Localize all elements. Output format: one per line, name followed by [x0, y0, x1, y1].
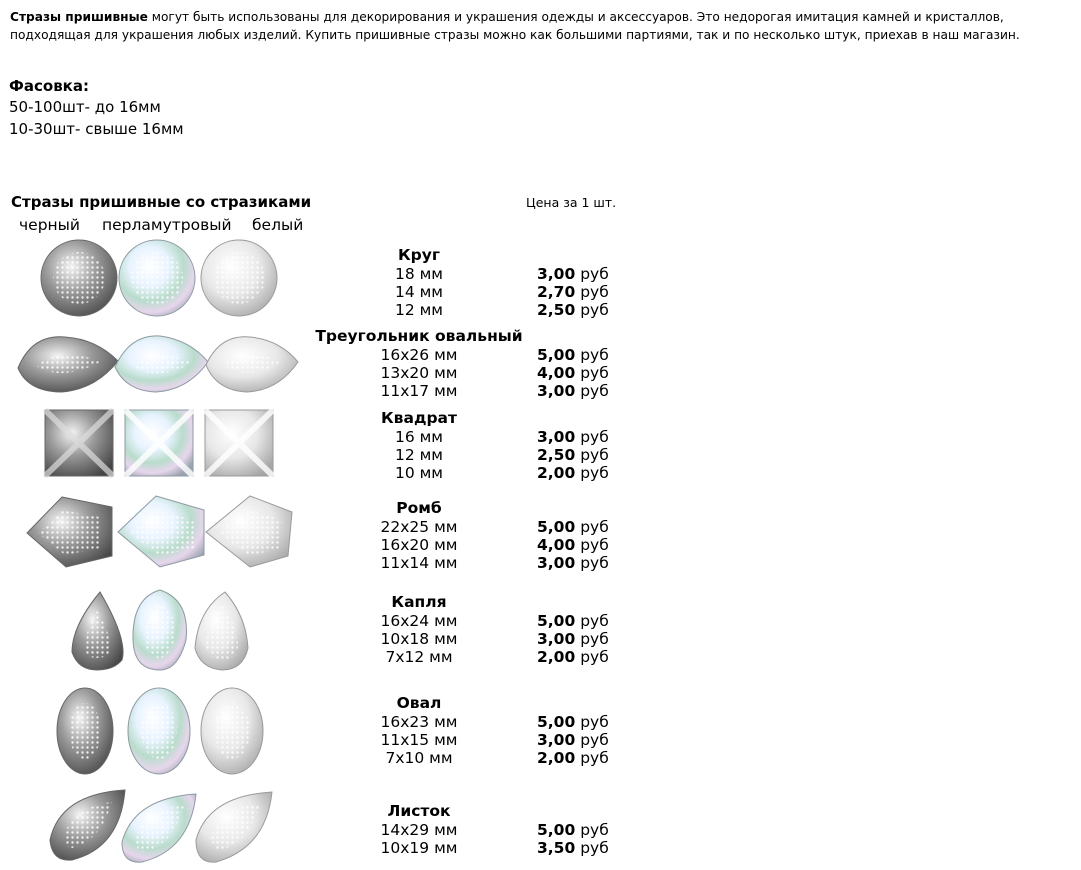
intro-text: могут быть использованы для декорирования и украшения одежды и аксессуаров. Это недорогая имитация камней и кристаллов, подходящая для украшения любых изделий. Купить пришивные стразы можно как большими партиями, так и по несколько штук, приехав в наш магазин.	[10, 10, 1020, 42]
stone-circle-black	[41, 240, 117, 316]
stone-oval-pearl	[128, 688, 190, 774]
stone-square-black	[45, 410, 113, 476]
size-label: 14 мм	[394, 283, 444, 301]
price-header: Цена за 1 шт.	[526, 195, 617, 210]
price-value: 5,00 руб	[537, 518, 609, 536]
group-name: Ромб	[396, 499, 442, 517]
group-name: Овал	[396, 694, 442, 712]
price-value: 5,00 руб	[537, 821, 609, 839]
intro-bold: Стразы пришивные	[10, 10, 148, 24]
color-label-white: белый	[252, 216, 304, 234]
size-label: 18 мм	[394, 265, 444, 283]
size-label: 11x17 мм	[380, 382, 458, 400]
price-value: 3,00 руб	[537, 428, 609, 446]
packing-line: 10-30шт- свыше 16мм	[9, 120, 184, 138]
price-value: 3,00 руб	[537, 731, 609, 749]
price-value: 2,00 руб	[537, 464, 609, 482]
stone-leaf-pearl	[122, 794, 196, 862]
price-value: 3,50 руб	[537, 839, 609, 857]
group-name: Треугольник овальный	[315, 327, 523, 345]
stone-rhombus-pearl	[118, 496, 204, 567]
group-name: Круг	[398, 246, 440, 264]
stone-drop-white	[195, 592, 248, 670]
size-label: 14x29 мм	[380, 821, 458, 839]
stone-oval-triangle-pearl	[115, 336, 208, 392]
size-label: 11x14 мм	[380, 554, 458, 572]
price-value: 2,50 руб	[537, 301, 609, 319]
size-label: 12 мм	[394, 301, 444, 319]
stone-oval-triangle-white	[206, 337, 298, 392]
size-label: 10 мм	[394, 464, 444, 482]
size-label: 11x15 мм	[380, 731, 458, 749]
price-value: 2,00 руб	[537, 648, 609, 666]
size-label: 10x18 мм	[380, 630, 458, 648]
color-label-pearl: перламутровый	[102, 216, 232, 234]
stone-rhombus-white	[206, 496, 292, 567]
size-label: 16x24 мм	[380, 612, 458, 630]
group-name: Листок	[387, 802, 451, 820]
price-value: 3,00 руб	[537, 554, 609, 572]
group-name: Капля	[391, 593, 447, 611]
stone-square-pearl	[125, 410, 193, 476]
color-label-black: черный	[19, 216, 80, 234]
stone-oval-triangle-black	[18, 337, 118, 392]
stone-drop-pearl	[133, 590, 187, 670]
stone-circle-pearl	[119, 240, 195, 316]
stone-leaf-black	[50, 790, 125, 860]
size-label: 7x12 мм	[385, 648, 453, 666]
stone-square-white	[205, 410, 273, 476]
price-value: 2,00 руб	[537, 749, 609, 767]
size-label: 22x25 мм	[380, 518, 458, 536]
packing-title: Фасовка:	[9, 77, 89, 95]
stone-rhombus-black	[27, 497, 112, 567]
stone-oval-black	[57, 688, 113, 774]
size-label: 16x20 мм	[380, 536, 458, 554]
price-value: 5,00 руб	[537, 612, 609, 630]
price-value: 2,50 руб	[537, 446, 609, 464]
size-label: 16 мм	[394, 428, 444, 446]
price-value: 4,00 руб	[537, 536, 609, 554]
price-value: 3,00 руб	[537, 630, 609, 648]
price-value: 5,00 руб	[537, 346, 609, 364]
stone-leaf-white	[196, 792, 272, 862]
size-label: 13x20 мм	[380, 364, 458, 382]
price-value: 3,00 руб	[537, 265, 609, 283]
size-label: 7x10 мм	[385, 749, 453, 767]
size-label: 12 мм	[394, 446, 444, 464]
stone-circle-white	[201, 240, 277, 316]
size-label: 16x26 мм	[380, 346, 458, 364]
table-title: Стразы пришивные со стразиками	[11, 193, 312, 211]
price-value: 5,00 руб	[537, 713, 609, 731]
price-value: 4,00 руб	[537, 364, 609, 382]
group-name: Квадрат	[381, 409, 457, 427]
price-value: 3,00 руб	[537, 382, 609, 400]
size-label: 10x19 мм	[380, 839, 458, 857]
price-value: 2,70 руб	[537, 283, 609, 301]
packing-line: 50-100шт- до 16мм	[9, 98, 161, 116]
size-label: 16x23 мм	[380, 713, 458, 731]
stone-oval-white	[201, 688, 263, 774]
stone-drop-black	[72, 592, 123, 670]
